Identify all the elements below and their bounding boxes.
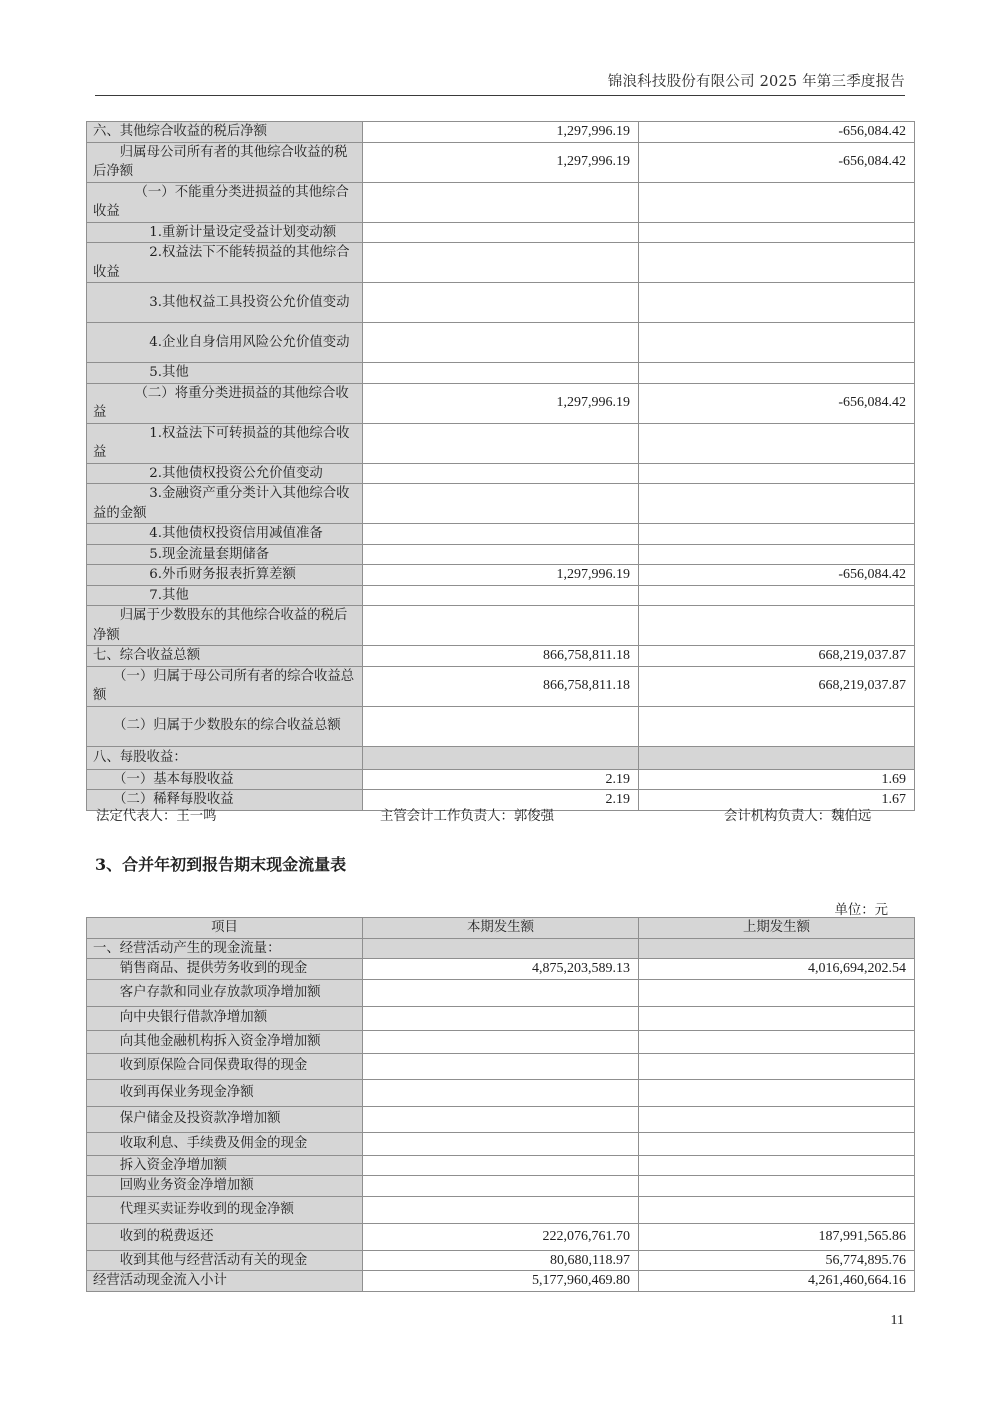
current-period-value: 80,680,118.97 xyxy=(363,1250,639,1271)
current-period-value: 1,297,996.19 xyxy=(363,565,639,586)
table-row xyxy=(87,1053,915,1079)
row-label: 5.现金流量套期储备 xyxy=(87,544,363,565)
current-period-value: 5,177,960,469.80 xyxy=(363,1271,639,1292)
table-row xyxy=(87,938,915,959)
table-row xyxy=(87,1030,915,1053)
prior-period-value xyxy=(639,1079,915,1106)
page-number: 11 xyxy=(890,1313,904,1328)
current-period-value: 1,297,996.19 xyxy=(363,122,639,143)
row-label: （二）归属于少数股东的综合收益总额 xyxy=(87,706,363,746)
table-row xyxy=(87,1006,915,1030)
other-comprehensive-income-table xyxy=(86,121,915,811)
row-label: 拆入资金净增加额 xyxy=(87,1155,363,1176)
table-row xyxy=(87,646,915,667)
prior-period-value xyxy=(639,1006,915,1030)
row-label: 收到的税费返还 xyxy=(87,1223,363,1250)
row-label: （一）不能重分类进损益的其他综合收益 xyxy=(87,182,363,222)
unit-label: 单位：元 xyxy=(834,903,888,918)
current-period-value xyxy=(363,182,639,222)
prior-period-value xyxy=(639,363,915,384)
current-period-value xyxy=(363,524,639,545)
row-label: 保户储金及投资款净增加额 xyxy=(87,1106,363,1132)
prior-period-value xyxy=(639,323,915,363)
current-period-value xyxy=(363,1006,639,1030)
table-row xyxy=(87,222,915,243)
prior-period-value xyxy=(639,1176,915,1197)
table-row xyxy=(87,1132,915,1155)
table-header-row xyxy=(87,918,915,939)
prior-period-value xyxy=(639,463,915,484)
column-header-item: 项目 xyxy=(87,918,363,939)
current-period-value xyxy=(363,746,639,769)
prior-period-value xyxy=(639,283,915,323)
accounting-head: 主管会计工作负责人：郭俊强 xyxy=(380,809,555,824)
prior-period-value: -656,084.42 xyxy=(639,122,915,143)
prior-period-value: 1.69 xyxy=(639,769,915,790)
table-row xyxy=(87,666,915,706)
table-row xyxy=(87,243,915,283)
table-row xyxy=(87,565,915,586)
table-row xyxy=(87,323,915,363)
legal-representative: 法定代表人：王一鸣 xyxy=(96,809,217,824)
accounting-org-head: 会计机构负责人：魏伯远 xyxy=(724,809,872,824)
table-row xyxy=(87,769,915,790)
row-label: 6.外币财务报表折算差额 xyxy=(87,565,363,586)
prior-period-value: 4,016,694,202.54 xyxy=(639,959,915,980)
prior-period-value xyxy=(639,606,915,646)
current-period-value xyxy=(363,463,639,484)
row-label: 5.其他 xyxy=(87,363,363,384)
current-period-value xyxy=(363,1079,639,1106)
prior-period-value xyxy=(639,938,915,959)
prior-period-value: 56,774,895.76 xyxy=(639,1250,915,1271)
prior-period-value xyxy=(639,1132,915,1155)
current-period-value xyxy=(363,544,639,565)
prior-period-value xyxy=(639,706,915,746)
row-label: 归属于少数股东的其他综合收益的税后净额 xyxy=(87,606,363,646)
table-row xyxy=(87,363,915,384)
table-row xyxy=(87,423,915,463)
prior-period-value xyxy=(639,243,915,283)
row-label: 代理买卖证券收到的现金净额 xyxy=(87,1196,363,1223)
row-label: 收到原保险合同保费取得的现金 xyxy=(87,1053,363,1079)
row-label: 2.其他债权投资公允价值变动 xyxy=(87,463,363,484)
current-period-value xyxy=(363,1053,639,1079)
prior-period-value xyxy=(639,585,915,606)
prior-period-value xyxy=(639,544,915,565)
current-period-value xyxy=(363,243,639,283)
row-label: 七、综合收益总额 xyxy=(87,646,363,667)
row-label: 向中央银行借款净增加额 xyxy=(87,1006,363,1030)
current-period-value xyxy=(363,222,639,243)
current-period-value xyxy=(363,706,639,746)
prior-period-value: 1.67 xyxy=(639,790,915,811)
current-period-value: 866,758,811.18 xyxy=(363,646,639,667)
current-period-value xyxy=(363,1155,639,1176)
row-label: 收到其他与经营活动有关的现金 xyxy=(87,1250,363,1271)
column-header-prior: 上期发生额 xyxy=(639,918,915,939)
table-row xyxy=(87,959,915,980)
table-row xyxy=(87,706,915,746)
row-label: 3.金融资产重分类计入其他综合收益的金额 xyxy=(87,484,363,524)
row-label: 八、每股收益： xyxy=(87,746,363,769)
row-label: （二）稀释每股收益 xyxy=(87,790,363,811)
current-period-value: 866,758,811.18 xyxy=(363,666,639,706)
header-divider xyxy=(95,95,905,96)
row-label: 7.其他 xyxy=(87,585,363,606)
current-period-value xyxy=(363,979,639,1006)
row-label: （一）归属于母公司所有者的综合收益总额 xyxy=(87,666,363,706)
current-period-value xyxy=(363,484,639,524)
table-row xyxy=(87,1176,915,1197)
table-row xyxy=(87,1223,915,1250)
current-period-value xyxy=(363,1176,639,1197)
current-period-value xyxy=(363,1132,639,1155)
row-label: 六、其他综合收益的税后净额 xyxy=(87,122,363,143)
current-period-value xyxy=(363,938,639,959)
row-label: （一）基本每股收益 xyxy=(87,769,363,790)
row-label: 2.权益法下不能转损益的其他综合收益 xyxy=(87,243,363,283)
current-period-value xyxy=(363,363,639,384)
current-period-value: 4,875,203,589.13 xyxy=(363,959,639,980)
prior-period-value xyxy=(639,222,915,243)
prior-period-value xyxy=(639,979,915,1006)
table-row xyxy=(87,122,915,143)
column-header-current: 本期发生额 xyxy=(363,918,639,939)
table-row xyxy=(87,463,915,484)
row-label: 4.其他债权投资信用减值准备 xyxy=(87,524,363,545)
row-label: 一、经营活动产生的现金流量： xyxy=(87,938,363,959)
current-period-value xyxy=(363,1196,639,1223)
current-period-value xyxy=(363,585,639,606)
prior-period-value xyxy=(639,423,915,463)
prior-period-value xyxy=(639,182,915,222)
row-label: 归属母公司所有者的其他综合收益的税后净额 xyxy=(87,142,363,182)
table-row xyxy=(87,979,915,1006)
current-period-value xyxy=(363,1030,639,1053)
prior-period-value: 668,219,037.87 xyxy=(639,666,915,706)
prior-period-value: -656,084.42 xyxy=(639,565,915,586)
row-label: （二）将重分类进损益的其他综合收益 xyxy=(87,383,363,423)
table-row xyxy=(87,1155,915,1176)
row-label: 客户存款和同业存放款项净增加额 xyxy=(87,979,363,1006)
current-period-value xyxy=(363,323,639,363)
section-title: 3、合并年初到报告期末现金流量表 xyxy=(95,855,347,874)
table-row xyxy=(87,1196,915,1223)
row-label: 销售商品、提供劳务收到的现金 xyxy=(87,959,363,980)
prior-period-value xyxy=(639,1053,915,1079)
prior-period-value: 187,991,565.86 xyxy=(639,1223,915,1250)
row-label: 3.其他权益工具投资公允价值变动 xyxy=(87,283,363,323)
prior-period-value xyxy=(639,1106,915,1132)
row-label: 4.企业自身信用风险公允价值变动 xyxy=(87,323,363,363)
prior-period-value: 4,261,460,664.16 xyxy=(639,1271,915,1292)
prior-period-value xyxy=(639,524,915,545)
table-row xyxy=(87,182,915,222)
row-label: 回购业务资金净增加额 xyxy=(87,1176,363,1197)
row-label: 向其他金融机构拆入资金净增加额 xyxy=(87,1030,363,1053)
prior-period-value xyxy=(639,1196,915,1223)
current-period-value xyxy=(363,606,639,646)
row-label: 1.重新计量设定受益计划变动额 xyxy=(87,222,363,243)
current-period-value: 2.19 xyxy=(363,769,639,790)
table-row xyxy=(87,746,915,769)
table-row xyxy=(87,1271,915,1292)
table-row xyxy=(87,1250,915,1271)
prior-period-value: -656,084.42 xyxy=(639,383,915,423)
row-label: 1.权益法下可转损益的其他综合收益 xyxy=(87,423,363,463)
prior-period-value xyxy=(639,746,915,769)
current-period-value: 2.19 xyxy=(363,790,639,811)
prior-period-value: -656,084.42 xyxy=(639,142,915,182)
current-period-value xyxy=(363,423,639,463)
current-period-value: 222,076,761.70 xyxy=(363,1223,639,1250)
table-row xyxy=(87,1106,915,1132)
row-label: 收取利息、手续费及佣金的现金 xyxy=(87,1132,363,1155)
report-header-title: 锦浪科技股份有限公司 2025 年第三季度报告 xyxy=(607,74,905,90)
table-row xyxy=(87,1079,915,1106)
table-row xyxy=(87,484,915,524)
table-row xyxy=(87,283,915,323)
table-row xyxy=(87,142,915,182)
prior-period-value xyxy=(639,1155,915,1176)
table-row xyxy=(87,606,915,646)
table-row xyxy=(87,585,915,606)
table-row xyxy=(87,544,915,565)
current-period-value xyxy=(363,283,639,323)
prior-period-value xyxy=(639,1030,915,1053)
prior-period-value xyxy=(639,484,915,524)
cash-flow-table xyxy=(86,917,915,1292)
current-period-value: 1,297,996.19 xyxy=(363,142,639,182)
table-row xyxy=(87,524,915,545)
row-label: 收到再保业务现金净额 xyxy=(87,1079,363,1106)
current-period-value xyxy=(363,1106,639,1132)
row-label: 经营活动现金流入小计 xyxy=(87,1271,363,1292)
prior-period-value: 668,219,037.87 xyxy=(639,646,915,667)
current-period-value: 1,297,996.19 xyxy=(363,383,639,423)
table-row xyxy=(87,383,915,423)
